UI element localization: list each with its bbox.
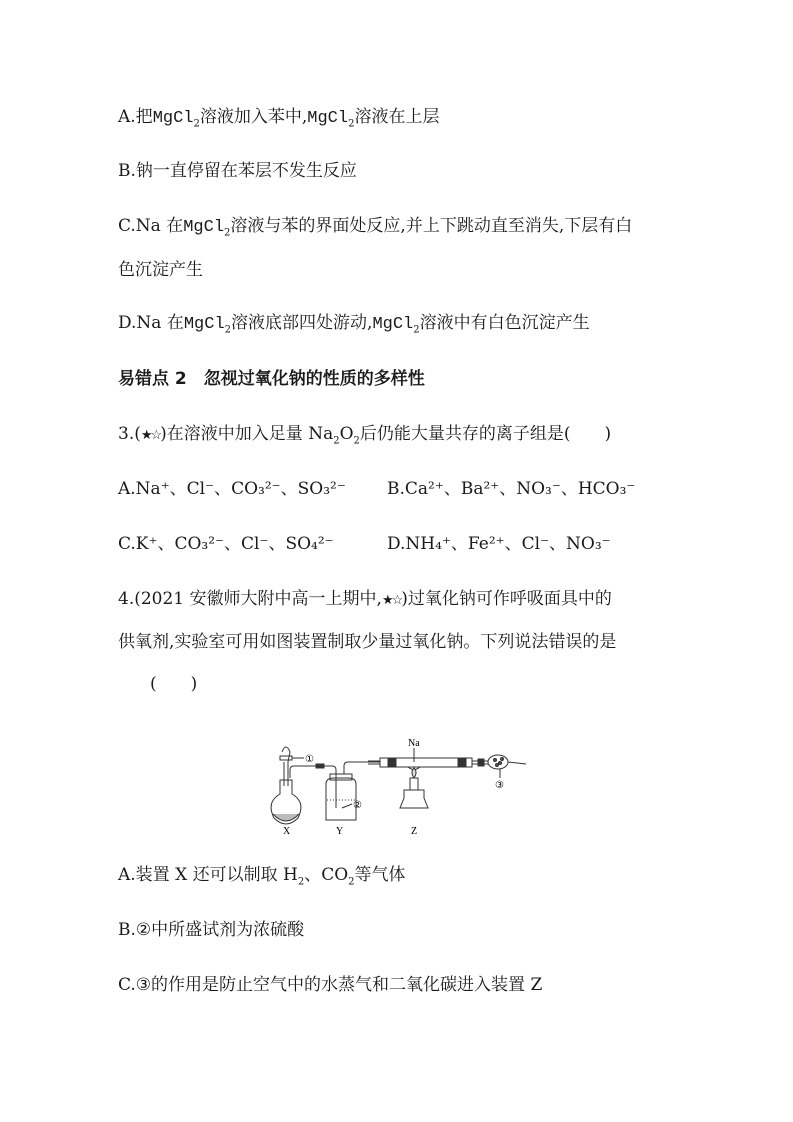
difficulty-stars-icon: ★☆ (381, 593, 402, 608)
q4-stem-a: )过氧化钠可作呼吸面具中的 (401, 589, 612, 609)
subscript: 2 (353, 435, 360, 447)
q2-option-d (118, 312, 590, 336)
chem-formula: MgCl (152, 109, 194, 128)
q4-answer-blank: ( ) (150, 674, 198, 694)
q2-option-c-line2: 色沉淀产生 (118, 260, 203, 280)
subscript: 2 (333, 435, 340, 447)
q2-option-c-line1 (118, 215, 632, 239)
label-3: ③ (495, 780, 504, 791)
chem-formula: MgCl (183, 315, 225, 334)
chem-formula: MgCl (372, 315, 414, 334)
q2-option-b: B.钠一直停留在苯层不发生反应 (118, 161, 357, 181)
q3-option-c: C.K⁺、CO₃²⁻、Cl⁻、SO₄²⁻ (118, 534, 334, 554)
apparatus-diagram (268, 728, 533, 838)
q4-option-a-prefix: A.装置 X 还可以制取 H (118, 865, 298, 885)
chem-formula: MgCl (307, 109, 349, 128)
subscript: 2 (348, 118, 355, 130)
q3-options-row2 (118, 533, 334, 555)
q2-option-a-suffix: 溶液在上层 (354, 107, 440, 127)
q3-number: 3.( (118, 424, 141, 444)
q4-option-c: C.③的作用是防止空气中的水蒸气和二氧化碳进入装置 Z (118, 975, 543, 995)
q3-options-row1 (118, 478, 346, 500)
q4-option-a-suffix: 等气体 (354, 865, 406, 885)
q4-option-a-mid: 、CO (304, 865, 349, 885)
subscript: 2 (224, 227, 231, 239)
subscript: 2 (413, 324, 420, 336)
subscript: 2 (193, 118, 200, 130)
label-2: ② (353, 800, 362, 811)
q3-option-b: B.Ca²⁺、Ba²⁺、NO₃⁻、HCO₃⁻ (387, 479, 636, 499)
subscript: 2 (348, 876, 355, 888)
q2-option-d-suffix: 溶液中有白色沉淀产生 (419, 313, 590, 333)
drying-tube (488, 755, 508, 769)
label-z: Z (411, 826, 418, 837)
label-1: ① (305, 754, 314, 765)
label-x: X (283, 826, 291, 837)
q4-stem-line2: 供氧剂,实验室可用如图装置制取少量过氧化钠。下列说法错误的是 (118, 632, 617, 652)
chem-formula: MgCl (183, 218, 225, 237)
subscript: 2 (297, 876, 305, 888)
burner-z (400, 790, 428, 808)
q3-stem-b: O (339, 424, 354, 444)
q3-stem-c: 后仍能大量共存的离子组是( ) (359, 424, 612, 444)
label-y: Y (336, 826, 344, 837)
q3-stem (118, 423, 611, 447)
q2-option-d-prefix: D.Na 在 (118, 313, 184, 333)
q2-option-c-text: 溶液与苯的界面处反应,并上下跳动直至消失,下层有白 (230, 216, 633, 236)
q2-option-d-mid: 溶液底部四处游动, (231, 313, 373, 333)
q3-option-d: D.NH₄⁺、Fe²⁺、Cl⁻、NO₃⁻ (387, 534, 611, 554)
subscript: 2 (224, 324, 232, 336)
q4-option-a (118, 864, 406, 886)
q2-option-c-prefix: C.Na 在 (118, 216, 184, 236)
q4-option-b: B.②中所盛试剂为浓硫酸 (118, 920, 305, 940)
stopcock (280, 756, 292, 760)
difficulty-stars-icon: ★☆ (140, 428, 161, 443)
label-na: Na (408, 738, 420, 749)
q4-number: 4.(2021 安徽师大附中高一上期中, (118, 589, 382, 609)
q4-stem-line1 (118, 588, 612, 612)
q2-option-a (118, 106, 439, 130)
q3-stem-a: )在溶液中加入足量 Na (160, 424, 334, 444)
q3-option-a: A.Na⁺、Cl⁻、CO₃²⁻、SO₃²⁻ (118, 479, 346, 499)
apparatus-svg (268, 728, 533, 838)
section-heading: 易错点 2 忽视过氧化钠的性质的多样性 (118, 369, 425, 389)
bottle-y (326, 778, 356, 820)
q2-option-a-prefix: A.把 (118, 107, 153, 127)
q2-option-a-mid: 溶液加入苯中, (199, 107, 308, 127)
